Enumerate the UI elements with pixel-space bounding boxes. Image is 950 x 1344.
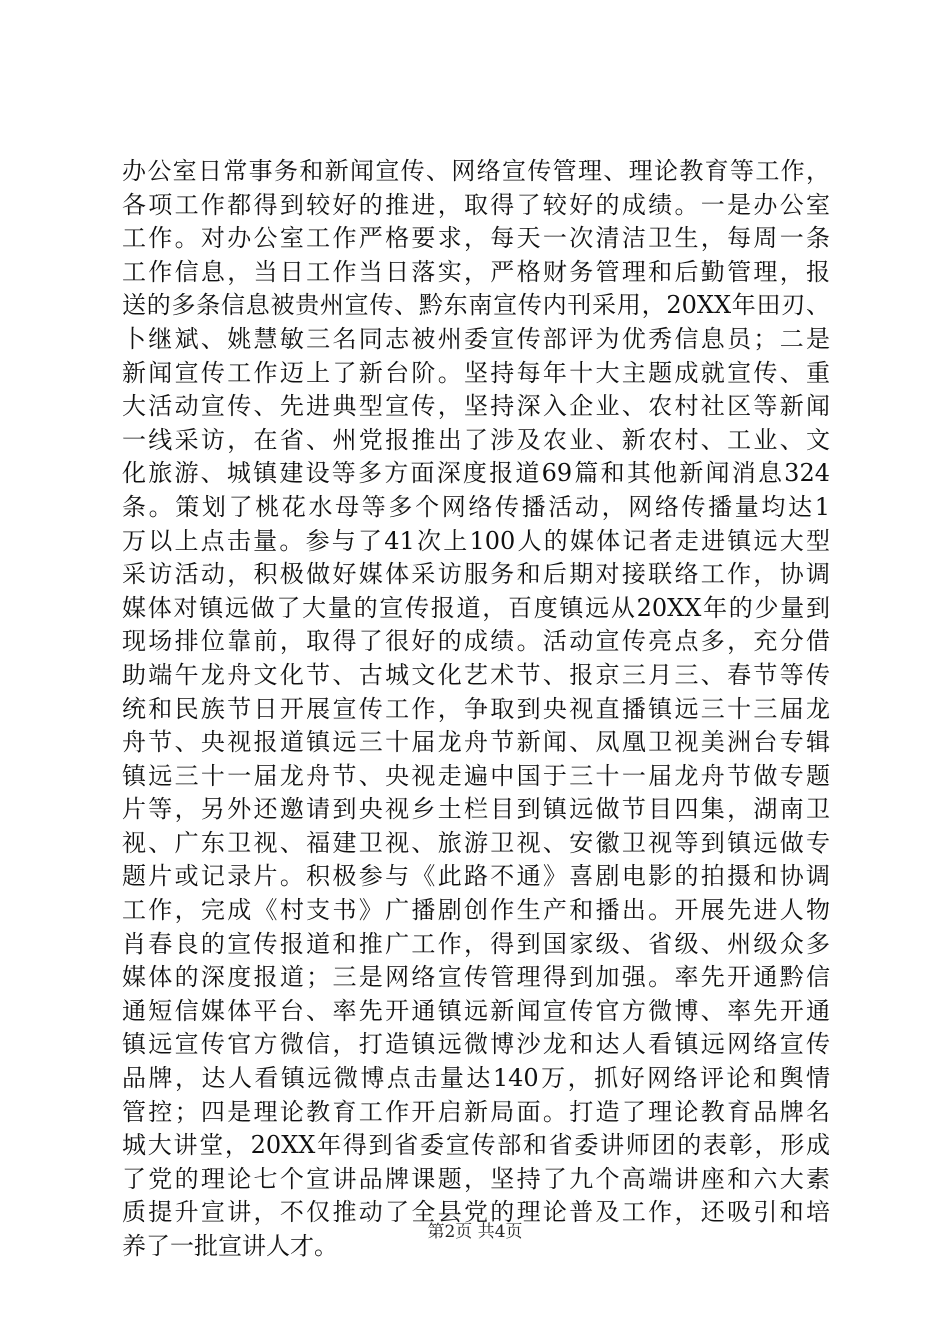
text-line: 媒体的深度报道；三是网络宣传管理得到加强。率先开通黔信	[122, 963, 830, 992]
text-line: 品牌，达人看镇远微博点击量达140万，抓好网络评论和舆情	[122, 1064, 830, 1093]
text-line: 题片或记录片。积极参与《此路不通》喜剧电影的拍摄和协调	[122, 862, 830, 891]
text-line: 万以上点击量。参与了41次上100人的媒体记者走进镇远大型	[122, 526, 830, 555]
text-line: 质提升宣讲，不仅推动了全县党的理论普及工作，还吸引和培	[122, 1198, 830, 1227]
text-line: 大活动宣传、先进典型宣传，坚持深入企业、农村社区等新闻	[122, 392, 830, 421]
text-line: 镇远宣传官方微信，打造镇远微博沙龙和达人看镇远网络宣传	[122, 1030, 830, 1059]
text-line: 片等，另外还邀请到央视乡土栏目到镇远做节目四集，湖南卫	[122, 795, 830, 824]
text-line: 条。策划了桃花水母等多个网络传播活动，网络传播量均达1	[122, 492, 830, 521]
text-line: 工作信息，当日工作当日落实，严格财务管理和后勤管理，报	[122, 257, 830, 286]
text-line: 管控；四是理论教育工作开启新局面。打造了理论教育品牌名	[122, 1097, 830, 1126]
body-paragraph	[122, 155, 830, 1264]
text-line: 一线采访，在省、州党报推出了涉及农业、新农村、工业、文	[122, 425, 830, 454]
text-line: 送的多条信息被贵州宣传、黔东南宣传内刊采用，20XX年田刃、	[122, 291, 830, 320]
text-line: 舟节、央视报道镇远三十届龙舟节新闻、凤凰卫视美洲台专辑	[122, 728, 830, 757]
text-line: 视、广东卫视、福建卫视、旅游卫视、安徽卫视等到镇远做专	[122, 828, 830, 857]
text-line: 新闻宣传工作迈上了新台阶。坚持每年十大主题成就宣传、重	[122, 358, 830, 387]
text-line: 办公室日常事务和新闻宣传、网络宣传管理、理论教育等工作，	[122, 157, 830, 185]
text-line: 助端午龙舟文化节、古城文化艺术节、报京三月三、春节等传	[122, 660, 830, 689]
text-line: 各项工作都得到较好的推进，取得了较好的成绩。一是办公室	[122, 190, 830, 219]
text-line: 肖春良的宣传报道和推广工作，得到国家级、省级、州级众多	[122, 929, 830, 958]
text-line: 现场排位靠前，取得了很好的成绩。活动宣传亮点多，充分借	[122, 627, 830, 656]
text-line: 工作，完成《村支书》广播剧创作生产和播出。开展先进人物	[122, 896, 830, 925]
text-line: 了党的理论七个宣讲品牌课题，坚持了九个高端讲座和六大素	[122, 1164, 830, 1193]
text-line: 卜继斌、姚慧敏三名同志被州委宣传部评为优秀信息员；二是	[122, 324, 830, 353]
text-line: 镇远三十一届龙舟节、央视走遍中国于三十一届龙舟节做专题	[122, 761, 830, 790]
text-line: 采访活动，积极做好媒体采访服务和后期对接联络工作，协调	[122, 560, 830, 589]
text-line: 化旅游、城镇建设等多方面深度报道69篇和其他新闻消息324	[122, 459, 830, 488]
text-line: 媒体对镇远做了大量的宣传报道，百度镇远从20XX年的少量到	[122, 593, 830, 622]
text-line: 工作。对办公室工作严格要求，每天一次清洁卫生，每周一条	[122, 224, 830, 253]
text-line: 统和民族节日开展宣传工作，争取到央视直播镇远三十三届龙	[122, 694, 830, 723]
page-number-footer: 第2页 共4页	[427, 1222, 523, 1242]
text-line: 养了一批宣讲人才。	[122, 1232, 338, 1260]
text-line: 通短信媒体平台、率先开通镇远新闻宣传官方微博、率先开通	[122, 996, 830, 1025]
text-line: 城大讲堂，20XX年得到省委宣传部和省委讲师团的表彰，形成	[122, 1131, 830, 1160]
